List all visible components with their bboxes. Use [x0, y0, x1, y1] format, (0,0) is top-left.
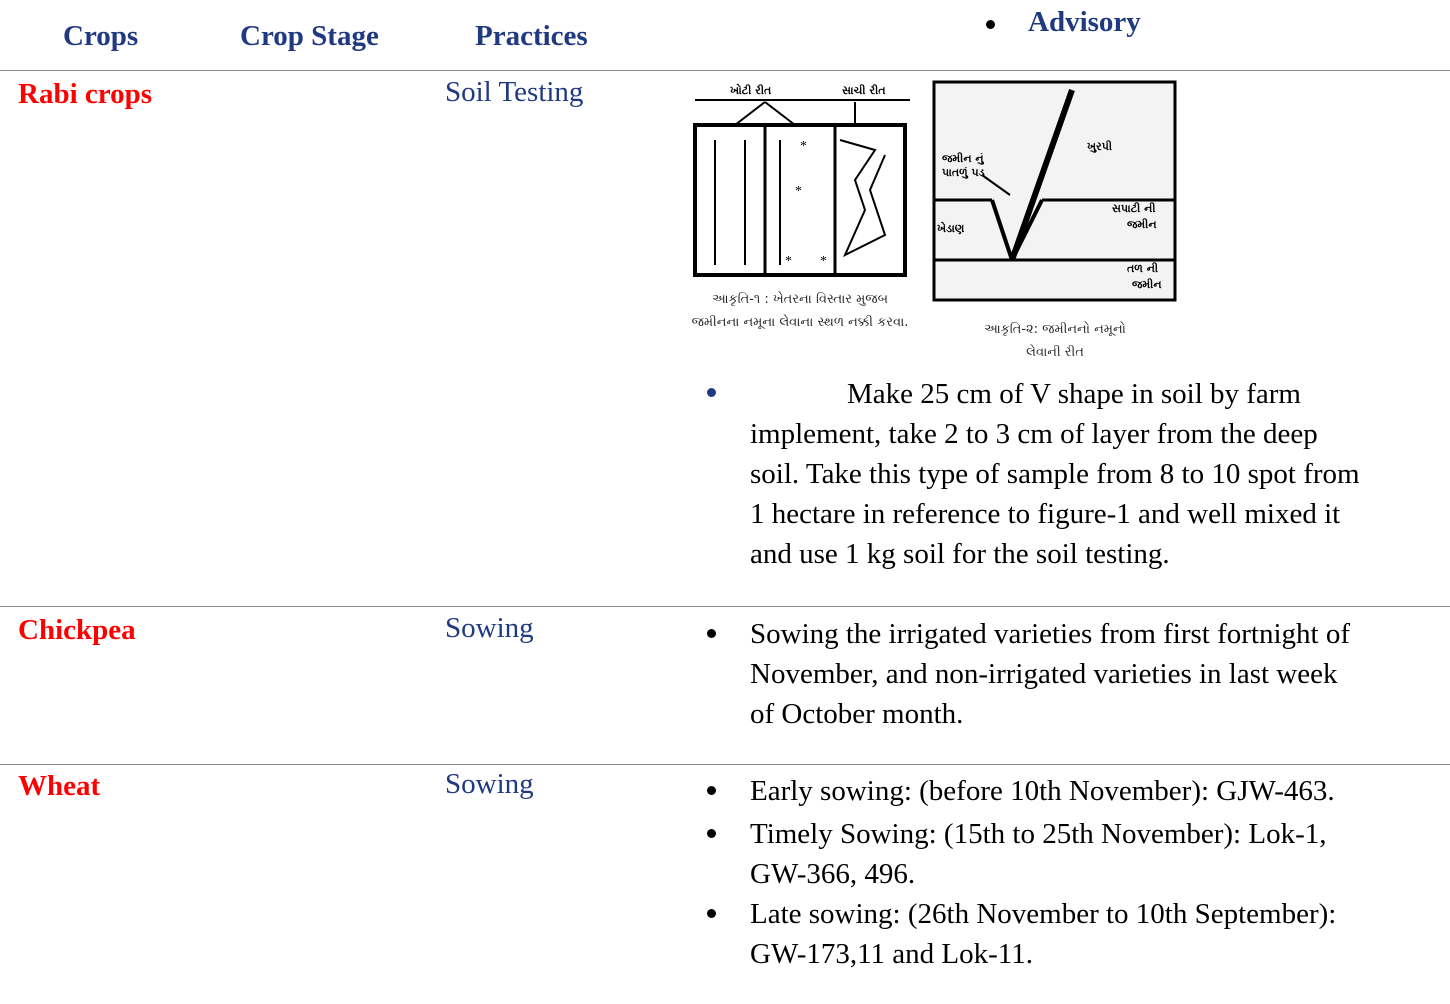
row3-bullet-1 — [707, 786, 716, 795]
row1-advisory-line2: implement, take 2 to 3 cm of layer from the deep — [750, 418, 1318, 450]
figure2-label-bottom1: તળ ની — [1127, 262, 1159, 275]
crop-wheat: Wheat — [18, 770, 101, 802]
row3-advisory-line3: GW-366, 496. — [750, 858, 916, 890]
figure2-label-surface1: સપાટી ની — [1112, 202, 1156, 215]
row1-bullet — [707, 388, 716, 397]
svg-text:*: * — [795, 184, 802, 199]
figure1-caption — [680, 292, 920, 330]
row3-advisory-line1: Early sowing: (before 10th November): GJW-463. — [750, 775, 1335, 807]
figure2-caption-line2: લેવાની રીત — [1026, 345, 1084, 360]
header-crops: Crops — [63, 20, 139, 52]
crop-chickpea: Chickpea — [18, 614, 136, 646]
figure1-label-right: સાચી રીત — [842, 84, 886, 97]
figure2-label-layer1: જમીન નું — [942, 152, 984, 165]
row2-rule — [0, 764, 1450, 765]
row2-advisory-line2: November, and non-irrigated varieties in last week — [750, 658, 1338, 690]
practice-soil-testing: Soil Testing — [445, 76, 584, 108]
row1-advisory-line5: and use 1 kg soil for the soil testing. — [750, 538, 1170, 570]
row3-advisory-line2: Timely Sowing: (15th to 25th November): Lok-1, — [750, 818, 1327, 850]
row1-advisory-line3: soil. Take this type of sample from 8 to 10 spot from — [750, 458, 1360, 490]
row2-advisory — [750, 614, 1440, 734]
header-bullet — [986, 20, 995, 29]
figure-2-sampling-method — [932, 80, 1177, 302]
svg-text:*: * — [800, 139, 807, 154]
practice-sowing-chickpea: Sowing — [445, 612, 534, 644]
row1-advisory — [750, 374, 1440, 574]
figure2-label-layer2: પાતળું પડ — [942, 166, 985, 179]
figure2-label-bottom2: જમીન — [1132, 278, 1162, 291]
header-advisory: Advisory — [1028, 6, 1141, 38]
row2-advisory-line3: of October month. — [750, 698, 964, 730]
row3-advisory — [750, 771, 1440, 974]
header-crop-stage: Crop Stage — [240, 20, 379, 52]
figure1-caption-line2: જમીનના નમૂના લેવાના સ્થળ નક્કી કરવા. — [691, 315, 909, 330]
header-rule — [0, 70, 1450, 71]
row1-rule — [0, 606, 1450, 607]
figure2-label-pit: ખેડાણ — [937, 222, 965, 235]
svg-text:*: * — [820, 254, 827, 269]
figure2-caption-line1: આકૃતિ-૨: જમીનનો નમૂનો — [984, 322, 1126, 337]
row1-advisory-line4: 1 hectare in reference to figure-1 and well mixed it — [750, 498, 1341, 530]
figure2-label-surface2: જમીન — [1127, 218, 1157, 231]
figure2-label-khurpi: ખુરપી — [1087, 140, 1113, 153]
row2-advisory-line1: Sowing the irrigated varieties from first fortnight of — [750, 618, 1350, 650]
svg-text:*: * — [785, 254, 792, 269]
row1-advisory-line1: Make 25 cm of V shape in soil by farm — [847, 378, 1301, 410]
row3-bullet-3 — [707, 909, 716, 918]
row3-bullet-2 — [707, 829, 716, 838]
row3-advisory-line4: Late sowing: (26th November to 10th September): — [750, 898, 1337, 930]
figure2-caption — [935, 322, 1175, 360]
figure-1-sampling-plan — [690, 80, 915, 280]
figure1-caption-line1: આકૃતિ-૧ : ખેતરના વિસ્તાર મુજબ — [711, 292, 889, 307]
practice-sowing-wheat: Sowing — [445, 768, 534, 800]
figure1-label-left: ખોટી રીત — [730, 84, 772, 97]
header-practices: Practices — [475, 20, 588, 52]
crop-rabi: Rabi crops — [18, 78, 153, 110]
row2-bullet — [707, 629, 716, 638]
row3-advisory-line5: GW-173,11 and Lok-11. — [750, 938, 1033, 970]
